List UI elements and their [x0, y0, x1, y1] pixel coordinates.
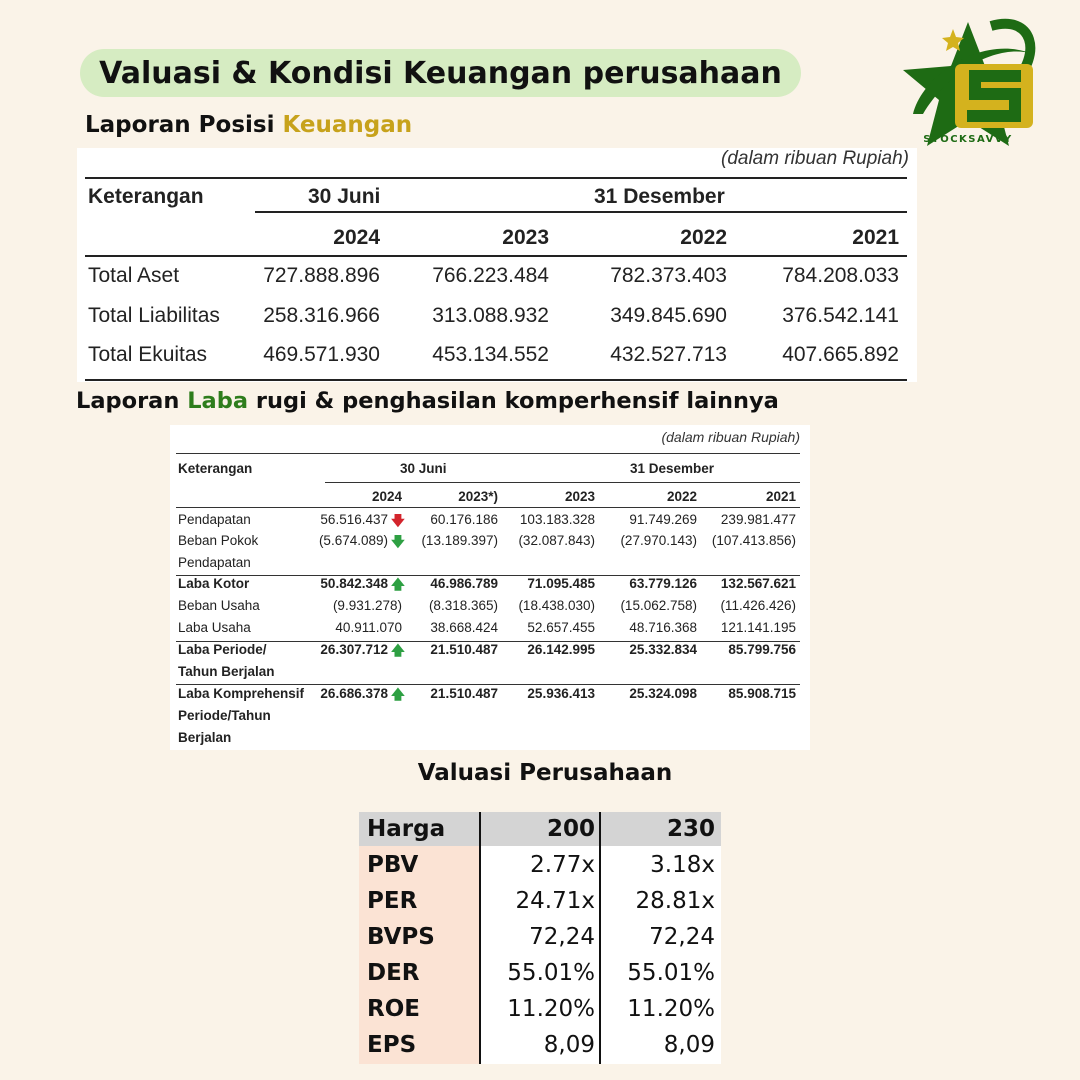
- year-header: 2021: [765, 489, 796, 504]
- table-cell: 50.842.348: [320, 576, 388, 591]
- table-rule: [325, 482, 800, 483]
- table-rule: [176, 507, 800, 508]
- table-cell: 85.908.715: [728, 686, 796, 701]
- row-label: Pendapatan: [178, 555, 251, 570]
- table-cell: 349.845.690: [610, 304, 727, 327]
- section-heading-posisi-keuangan: [85, 112, 412, 138]
- table-cell: 2.77x: [530, 852, 595, 878]
- table-cell: (9.931.278): [332, 598, 402, 613]
- table-cell: 25.332.834: [629, 642, 697, 657]
- table-cell: 258.316.966: [263, 304, 380, 327]
- table-cell: 8,09: [663, 1032, 715, 1058]
- row-label: DER: [367, 960, 420, 986]
- arrow-up-icon: 🡅: [391, 577, 405, 592]
- table-cell: (27.970.143): [620, 533, 697, 548]
- table-cell: 28.81x: [635, 888, 715, 914]
- table-cell: (11.426.426): [720, 598, 796, 613]
- row-label: Tahun Berjalan: [178, 664, 275, 679]
- table-cell: 21.510.487: [430, 686, 498, 701]
- heading-accent: Laba: [187, 388, 249, 414]
- table-rule: [85, 379, 907, 381]
- row-label: Periode/Tahun: [178, 708, 271, 723]
- table-cell: (32.087.843): [518, 533, 595, 548]
- table-cell: 11.20%: [627, 996, 715, 1022]
- table-cell: (18.438.030): [518, 598, 595, 613]
- table-cell: 63.779.126: [629, 576, 697, 591]
- heading-plain: rugi & penghasilan komperhensif lainnya: [248, 388, 779, 414]
- table-cell: 132.567.621: [720, 576, 796, 591]
- row-label: Harga: [367, 816, 446, 842]
- table-cell: 26.142.995: [527, 642, 595, 657]
- table-cell: 91.749.269: [629, 512, 697, 527]
- table-cell: 55.01%: [627, 960, 715, 986]
- table-cell: (5.674.089): [318, 533, 388, 548]
- arrow-down-icon: 🡇: [391, 513, 405, 528]
- heading-plain: Laporan Posisi: [85, 112, 283, 138]
- table-cell: 407.665.892: [782, 343, 899, 366]
- row-label: Laba Komprehensif: [178, 686, 305, 701]
- page-title-text: Valuasi & Kondisi Keuangan perusahaan: [99, 55, 782, 91]
- row-label: Laba Usaha: [178, 620, 251, 635]
- price-header: 230: [666, 816, 715, 842]
- table-cell: 8,09: [543, 1032, 595, 1058]
- row-label: Total Aset: [88, 264, 180, 287]
- table-cell: 376.542.141: [782, 304, 899, 327]
- unit-note: (dalam ribuan Rupiah): [721, 148, 909, 169]
- table-cell: 24.71x: [515, 888, 595, 914]
- col-group-30-juni: 30 Juni: [400, 461, 447, 476]
- table-rule: [85, 255, 907, 257]
- table-cell: 432.527.713: [610, 343, 727, 366]
- table-cell: 71.095.485: [527, 576, 595, 591]
- logo-text: STOCKSAVVY: [923, 134, 1013, 145]
- table-cell: 60.176.186: [430, 512, 498, 527]
- col-header-keterangan: Keterangan: [178, 461, 253, 476]
- price-header: 200: [546, 816, 595, 842]
- table-cell: 313.088.932: [432, 304, 549, 327]
- table-cell: 766.223.484: [432, 264, 549, 287]
- table-cell: 52.657.455: [527, 620, 595, 635]
- table-cell: 3.18x: [650, 852, 715, 878]
- row-label: PER: [367, 888, 418, 914]
- year-header: 2023: [502, 226, 549, 249]
- row-label: Laba Kotor: [178, 576, 250, 591]
- arrow-up-icon: 🡅: [391, 687, 405, 702]
- page-title: [80, 49, 801, 97]
- row-label: Laba Periode/: [178, 642, 267, 657]
- row-label: Berjalan: [178, 730, 232, 745]
- row-label: ROE: [367, 996, 420, 1022]
- valuation-table: [359, 812, 721, 1064]
- section-heading-valuasi: Valuasi Perusahaan: [417, 760, 673, 786]
- unit-note: (dalam ribuan Rupiah): [661, 429, 800, 445]
- table-cell: 72,24: [649, 924, 715, 950]
- table-cell: 239.981.477: [720, 512, 796, 527]
- table-cell: 48.716.368: [629, 620, 697, 635]
- table-cell: 38.668.424: [430, 620, 498, 635]
- table-cell: (107.413.856): [711, 533, 796, 548]
- table-rule: [255, 211, 907, 213]
- col-group-31-desember: 31 Desember: [594, 185, 725, 208]
- table-cell: 55.01%: [507, 960, 595, 986]
- balance-sheet-table: [77, 148, 917, 382]
- table-cell: 21.510.487: [430, 642, 498, 657]
- table-cell: 25.324.098: [629, 686, 697, 701]
- heading-plain: Laporan: [76, 388, 188, 414]
- row-label: EPS: [367, 1032, 417, 1058]
- year-header: 2024: [333, 226, 380, 249]
- table-rule: [176, 453, 800, 454]
- table-cell: (13.189.397): [421, 533, 498, 548]
- row-label: BVPS: [367, 924, 435, 950]
- table-cell: 727.888.896: [263, 264, 380, 287]
- table-cell: 103.183.328: [519, 512, 595, 527]
- row-label: PBV: [367, 852, 419, 878]
- row-label: Beban Usaha: [178, 598, 260, 613]
- col-header-keterangan: Keterangan: [88, 185, 204, 208]
- table-cell: 56.516.437: [320, 512, 388, 527]
- table-cell: 72,24: [529, 924, 595, 950]
- section-heading-laba-rugi: [76, 388, 779, 414]
- year-header: 2022: [680, 226, 727, 249]
- table-cell: 25.936.413: [527, 686, 595, 701]
- table-cell: 40.911.070: [335, 620, 402, 635]
- table-cell: (15.062.758): [620, 598, 697, 613]
- table-cell: 784.208.033: [782, 264, 899, 287]
- row-label: Total Liabilitas: [88, 304, 220, 327]
- table-cell: 121.141.195: [720, 620, 796, 635]
- table-cell: 782.373.403: [610, 264, 727, 287]
- row-label: Pendapatan: [178, 512, 251, 527]
- row-label: Total Ekuitas: [88, 343, 208, 366]
- table-cell: 11.20%: [507, 996, 595, 1022]
- income-statement-table: [170, 425, 810, 750]
- year-header: 2021: [852, 226, 899, 249]
- table-cell: (8.318.365): [428, 598, 498, 613]
- heading-accent: Keuangan: [282, 112, 413, 138]
- year-header: 2022: [666, 489, 697, 504]
- arrow-down-icon: 🡇: [391, 534, 405, 549]
- table-cell: 26.686.378: [320, 686, 388, 701]
- table-cell: 26.307.712: [320, 642, 388, 657]
- table-rule: [176, 684, 800, 685]
- year-header: 2023*): [458, 489, 498, 504]
- col-group-30-juni: 30 Juni: [308, 185, 381, 208]
- table-cell: 46.986.789: [430, 576, 498, 591]
- row-label: Beban Pokok: [178, 533, 259, 548]
- table-rule: [85, 177, 907, 179]
- star-s-logo-icon: [893, 14, 1043, 154]
- year-header: 2023: [564, 489, 595, 504]
- table-cell: 469.571.930: [263, 343, 380, 366]
- table-cell: 453.134.552: [432, 343, 549, 366]
- table-cell: 85.799.756: [728, 642, 796, 657]
- arrow-up-icon: 🡅: [391, 643, 405, 658]
- col-group-31-desember: 31 Desember: [630, 461, 715, 476]
- year-header: 2024: [371, 489, 402, 504]
